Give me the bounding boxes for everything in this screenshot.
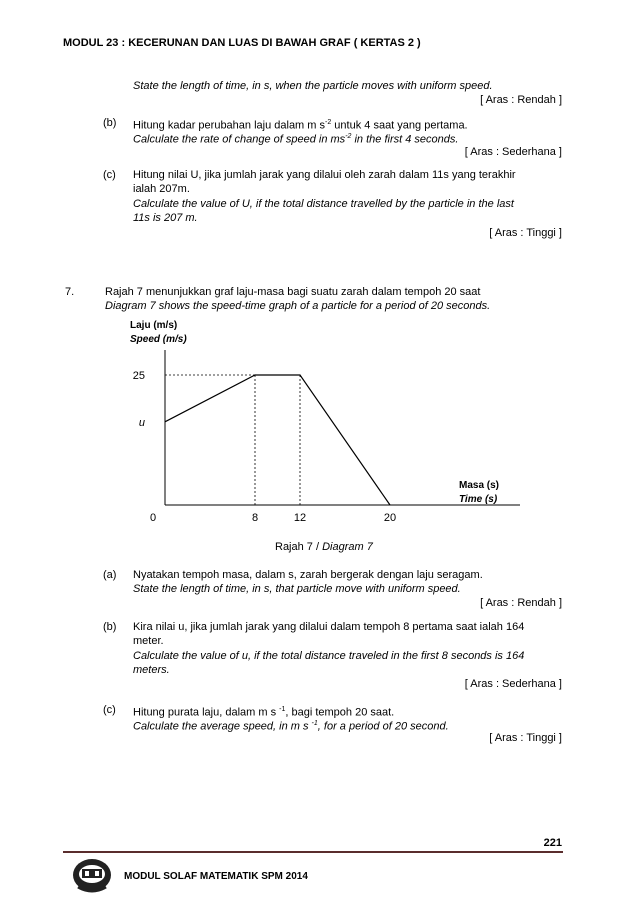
x-tick-0: 0 [149, 512, 157, 524]
q7-number: 7. [65, 286, 75, 298]
prev-a-english: State the length of time, in s, when the particle moves with uniform speed. [133, 80, 493, 92]
q7-c-level: [ Aras : Tinggi ] [489, 732, 562, 744]
diagram-caption: Rajah 7 / Diagram 7 [275, 541, 373, 553]
footer-rule [63, 851, 563, 853]
prev-c-malay-2: ialah 207m. [133, 183, 190, 195]
q7-b-label: (b) [103, 621, 117, 633]
prev-c-malay-1: Hitung nilai U, jika jumlah jarak yang dilalui oleh zarah dalam 11s yang terakhir [133, 169, 516, 181]
x-axis-label-malay: Masa (s) [459, 480, 500, 491]
q7-c-label: (c) [103, 704, 116, 716]
ministry-crest-icon [70, 855, 114, 895]
q7-a-english: State the length of time, in s, that particle move with uniform speed. [133, 583, 461, 595]
x-axis-label-english: Time (s) [459, 494, 498, 505]
x-tick-20: 20 [383, 512, 397, 524]
speed-line [165, 375, 390, 505]
prev-b-malay: Hitung kadar perubahan laju dalam m $s^{-2}$ untuk 4 saat yang pertama. [133, 119, 468, 132]
speed-time-graph [0, 310, 638, 535]
y-tick-25: 25 [132, 370, 145, 382]
y-axis-label-malay: Laju (m/s) [130, 320, 178, 331]
q7-c-english: Calculate the average speed, in m s $^{-1}$, for a period of 20 second. [133, 720, 449, 733]
q7-b-english-1: Calculate the value of u, if the total distance traveled in the first 8 seconds is 164 [133, 650, 525, 662]
q7-a-malay: Nyatakan tempoh masa, dalam s, zarah bergerak dengan laju seragam. [133, 569, 483, 581]
q7-english: Diagram 7 shows the speed-time graph of a particle for a period of 20 seconds. [105, 300, 491, 312]
prev-a-level: [ Aras : Rendah ] [480, 94, 562, 106]
x-tick-12: 12 [293, 512, 307, 524]
y-tick-u: u [138, 416, 145, 429]
prev-c-english-1: Calculate the value of U, if the total distance travelled by the particle in the last [133, 198, 514, 210]
prev-c-level: [ Aras : Tinggi ] [489, 227, 562, 239]
q7-b-malay-1: Kira nilai u, jika jumlah jarak yang dilalui dalam tempoh 8 pertama saat ialah 164 [133, 621, 525, 633]
q7-a-label: (a) [103, 569, 117, 581]
q7-b-malay-2: meter. [133, 635, 164, 647]
prev-b-label: (b) [103, 117, 117, 129]
x-tick-8: 8 [251, 512, 259, 524]
q7-b-english-2: meters. [133, 664, 170, 676]
prev-b-english: Calculate the rate of change of speed in $ms^{-2}$ in the first 4 seconds. [133, 133, 459, 146]
y-axis-label-english: Speed (m/s) [130, 334, 187, 345]
q7-malay: Rajah 7 menunjukkan graf laju-masa bagi suatu zarah dalam tempoh 20 saat [105, 286, 481, 298]
q7-c-malay: Hitung purata laju, dalam m s $^{-1}$, bagi tempoh 20 saat. [133, 706, 395, 719]
q7-a-level: [ Aras : Rendah ] [480, 597, 562, 609]
prev-b-level: [ Aras : Sederhana ] [464, 146, 562, 158]
q7-b-level: [ Aras : Sederhana ] [464, 678, 562, 690]
page-number: 221 [543, 837, 562, 849]
footer-text: MODUL SOLAF MATEMATIK SPM 2014 [124, 871, 308, 882]
prev-c-label: (c) [103, 169, 116, 181]
page-header: MODUL 23 : KECERUNAN DAN LUAS DI BAWAH GRAF ( KERTAS 2 ) [63, 37, 421, 49]
prev-c-english-2: 11s is 207 m. [133, 212, 198, 224]
